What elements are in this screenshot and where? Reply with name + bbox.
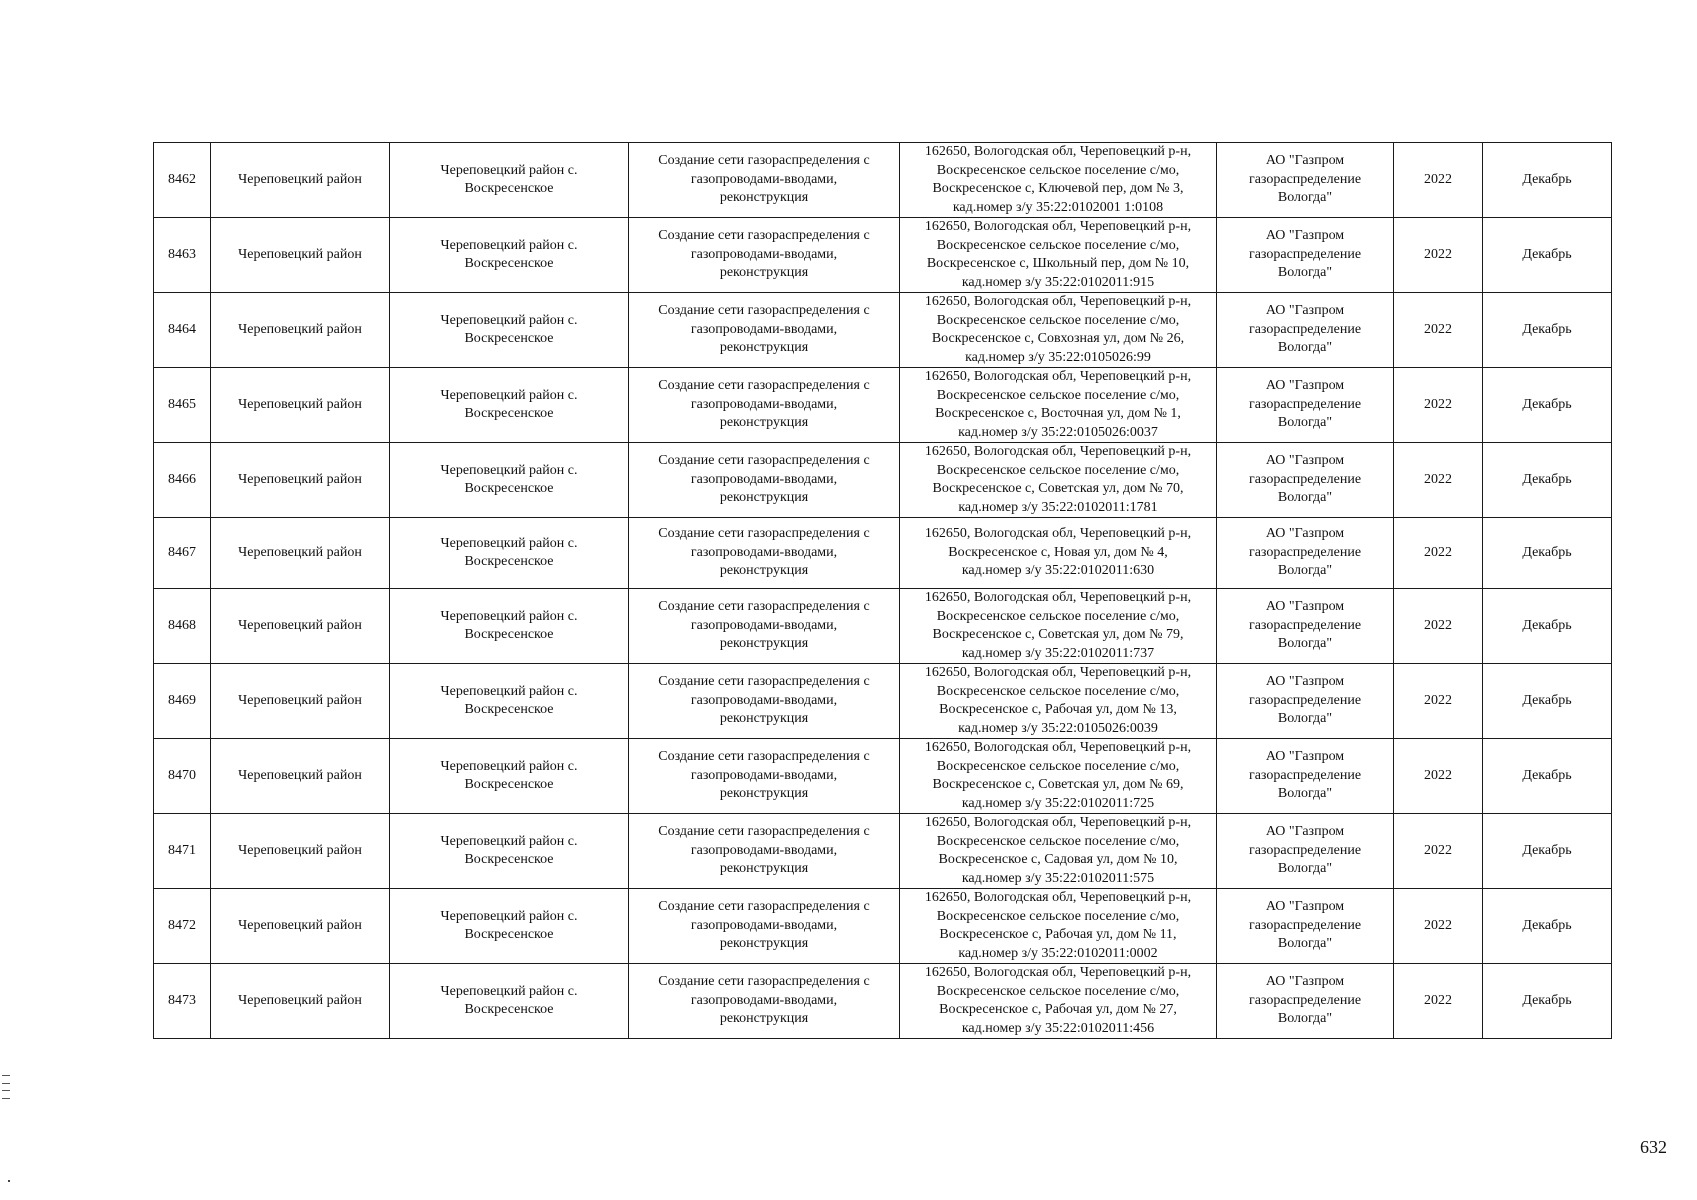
year-cell: 2022 <box>1394 218 1483 293</box>
work-type-line: газопроводами-вводами, <box>690 992 838 1008</box>
address-line: Воскресенское с, Рабочая ул, дом № 11, <box>939 927 1177 942</box>
organization-line: АО "Газпром <box>1265 899 1345 915</box>
address-line: 162650, Вологодская обл, Череповецкий р-н, <box>924 740 1192 755</box>
locality-line: Череповецкий район с. <box>440 908 578 924</box>
locality-cell <box>390 443 629 518</box>
organization-cell <box>1217 518 1394 589</box>
address-line: кад.номер з/у 35:22:0105026:0039 <box>958 720 1158 736</box>
table-row <box>154 143 1612 218</box>
work-type-cell <box>629 368 900 443</box>
work-type-line: Создание сети газораспределения с <box>658 899 870 915</box>
table-row <box>154 518 1612 589</box>
work-type-line: реконструкция <box>719 636 809 652</box>
address-cell <box>900 143 1217 218</box>
address-line: Воскресенское сельское поселение с/мо, <box>936 162 1180 178</box>
address-cell <box>900 589 1217 664</box>
organization-line: АО "Газпром <box>1265 674 1345 690</box>
table-row <box>154 739 1612 814</box>
address-line: Воскресенское сельское поселение с/мо, <box>936 758 1180 774</box>
row-number-cell: 8468 <box>154 589 211 664</box>
address-line: кад.номер з/у 35:22:0102011:630 <box>961 563 1155 579</box>
margin-scan-dot <box>8 1180 10 1182</box>
work-type-cell <box>629 293 900 368</box>
work-type-line: Создание сети газораспределения с <box>658 599 870 615</box>
address-line: Воскресенское сельское поселение с/мо, <box>936 608 1180 624</box>
work-type-line: Создание сети газораспределения с <box>658 674 870 690</box>
row-number-cell: 8471 <box>154 814 211 889</box>
locality-line: Воскресенское <box>464 331 554 346</box>
district-cell: Череповецкий район <box>211 443 390 518</box>
work-type-cell <box>629 143 900 218</box>
locality-line: Череповецкий район с. <box>440 162 578 178</box>
address-line: кад.номер з/у 35:22:0102011:1781 <box>958 499 1158 515</box>
address-cell <box>900 664 1217 739</box>
address-line: 162650, Вологодская обл, Череповецкий р-н, <box>924 144 1192 159</box>
organization-cell <box>1217 143 1394 218</box>
organization-line: газораспределение <box>1248 767 1362 783</box>
organization-line: Вологда" <box>1277 340 1333 356</box>
organization-line: АО "Газпром <box>1265 228 1345 244</box>
table-row <box>154 443 1612 518</box>
address-line: 162650, Вологодская обл, Череповецкий р-н, <box>924 526 1192 542</box>
district-cell: Череповецкий район <box>211 814 390 889</box>
district-cell: Череповецкий район <box>211 739 390 814</box>
table-row <box>154 368 1612 443</box>
locality-line: Череповецкий район с. <box>440 983 578 999</box>
address-line: 162650, Вологодская обл, Череповецкий р-н, <box>924 815 1192 830</box>
work-type-line: реконструкция <box>719 936 809 952</box>
address-cell <box>900 739 1217 814</box>
work-type-line: газопроводами-вводами, <box>690 917 838 933</box>
work-type-line: реконструкция <box>719 415 809 431</box>
address-line: Воскресенское сельское поселение с/мо, <box>936 312 1180 328</box>
organization-line: газораспределение <box>1248 171 1362 187</box>
work-type-cell <box>629 443 900 518</box>
locality-line: Воскресенское <box>464 554 554 569</box>
month-cell: Декабрь <box>1483 293 1612 368</box>
work-type-cell <box>629 889 900 964</box>
year-cell: 2022 <box>1394 368 1483 443</box>
address-line: 162650, Вологодская обл, Череповецкий р-н, <box>924 444 1192 459</box>
district-cell: Череповецкий район <box>211 293 390 368</box>
work-type-line: Создание сети газораспределения с <box>658 153 870 169</box>
year-cell: 2022 <box>1394 589 1483 664</box>
locality-cell <box>390 889 629 964</box>
organization-line: Вологда" <box>1277 415 1333 431</box>
year-cell: 2022 <box>1394 143 1483 218</box>
month-cell: Декабрь <box>1483 143 1612 218</box>
district-cell: Череповецкий район <box>211 518 390 589</box>
row-number-cell: 8466 <box>154 443 211 518</box>
organization-line: газораспределение <box>1248 471 1362 487</box>
organization-line: Вологда" <box>1277 861 1333 877</box>
address-line: Воскресенское сельское поселение с/мо, <box>936 983 1180 999</box>
page-number: 632 <box>1640 1137 1667 1157</box>
table-row <box>154 889 1612 964</box>
work-type-line: реконструкция <box>719 265 809 281</box>
organization-line: газораспределение <box>1248 617 1362 633</box>
month-cell: Декабрь <box>1483 814 1612 889</box>
address-line: кад.номер з/у 35:22:0102011:456 <box>961 1020 1155 1036</box>
locality-line: Череповецкий район с. <box>440 683 578 699</box>
locality-line: Воскресенское <box>464 702 554 717</box>
organization-line: газораспределение <box>1248 842 1362 858</box>
address-line: 162650, Вологодская обл, Череповецкий р-н, <box>924 294 1192 309</box>
address-line: Воскресенское сельское поселение с/мо, <box>936 462 1180 478</box>
address-line: Воскресенское с, Ключевой пер, дом № 3, <box>932 181 1184 196</box>
work-type-line: газопроводами-вводами, <box>690 471 838 487</box>
work-type-line: Создание сети газораспределения с <box>658 824 870 840</box>
address-line: Воскресенское с, Советская ул, дом № 69, <box>932 777 1184 792</box>
organization-line: Вологда" <box>1277 190 1333 206</box>
organization-line: АО "Газпром <box>1265 453 1345 469</box>
district-cell: Череповецкий район <box>211 589 390 664</box>
work-type-line: газопроводами-вводами, <box>690 171 838 187</box>
row-number-cell: 8464 <box>154 293 211 368</box>
address-line: Воскресенское с, Новая ул, дом № 4, <box>948 544 1168 560</box>
row-number-cell: 8467 <box>154 518 211 589</box>
district-cell: Череповецкий район <box>211 368 390 443</box>
address-cell <box>900 218 1217 293</box>
organization-line: Вологда" <box>1277 563 1333 579</box>
row-number-cell: 8472 <box>154 889 211 964</box>
district-cell: Череповецкий район <box>211 218 390 293</box>
locality-cell <box>390 814 629 889</box>
address-line: Воскресенское с, Восточная ул, дом № 1, <box>935 406 1181 421</box>
address-line: Воскресенское сельское поселение с/мо, <box>936 237 1180 253</box>
row-number-cell: 8473 <box>154 964 211 1039</box>
margin-scan-mark <box>2 1075 10 1099</box>
gasification-plan-table <box>153 142 1612 1039</box>
address-line: кад.номер з/у 35:22:0102001 1:0108 <box>952 199 1164 215</box>
year-cell: 2022 <box>1394 814 1483 889</box>
locality-line: Череповецкий район с. <box>440 833 578 849</box>
work-type-line: Создание сети газораспределения с <box>658 303 870 319</box>
locality-line: Череповецкий район с. <box>440 387 578 403</box>
table-row <box>154 293 1612 368</box>
locality-cell <box>390 143 629 218</box>
address-cell <box>900 889 1217 964</box>
address-line: Воскресенское с, Садовая ул, дом № 10, <box>938 852 1178 867</box>
month-cell: Декабрь <box>1483 518 1612 589</box>
address-cell <box>900 814 1217 889</box>
year-cell: 2022 <box>1394 664 1483 739</box>
district-cell: Череповецкий район <box>211 664 390 739</box>
locality-line: Череповецкий район с. <box>440 237 578 253</box>
address-line: Воскресенское сельское поселение с/мо, <box>936 908 1180 924</box>
work-type-line: газопроводами-вводами, <box>690 544 838 560</box>
address-line: Воскресенское сельское поселение с/мо, <box>936 387 1180 403</box>
work-type-cell <box>629 739 900 814</box>
address-line: кад.номер з/у 35:22:0102011:915 <box>961 274 1155 290</box>
address-line: кад.номер з/у 35:22:0105026:0037 <box>958 424 1158 440</box>
month-cell: Декабрь <box>1483 218 1612 293</box>
locality-line: Череповецкий район с. <box>440 462 578 478</box>
organization-cell <box>1217 218 1394 293</box>
organization-cell <box>1217 293 1394 368</box>
address-line: Воскресенское с, Школьный пер, дом № 10, <box>926 256 1190 271</box>
address-line: кад.номер з/у 35:22:0102011:725 <box>961 795 1155 811</box>
organization-line: АО "Газпром <box>1265 526 1345 542</box>
organization-cell <box>1217 368 1394 443</box>
work-type-line: реконструкция <box>719 861 809 877</box>
organization-line: газораспределение <box>1248 321 1362 337</box>
address-line: Воскресенское с, Рабочая ул, дом № 27, <box>939 1002 1177 1017</box>
work-type-line: газопроводами-вводами, <box>690 617 838 633</box>
organization-line: АО "Газпром <box>1265 599 1345 615</box>
address-line: Воскресенское с, Рабочая ул, дом № 13, <box>939 702 1177 717</box>
organization-line: Вологда" <box>1277 265 1333 281</box>
address-line: Воскресенское сельское поселение с/мо, <box>936 833 1180 849</box>
address-line: 162650, Вологодская обл, Череповецкий р-н, <box>924 590 1192 605</box>
locality-line: Воскресенское <box>464 481 554 496</box>
locality-cell <box>390 368 629 443</box>
row-number-cell: 8469 <box>154 664 211 739</box>
address-cell <box>900 368 1217 443</box>
organization-line: АО "Газпром <box>1265 974 1345 990</box>
table-row <box>154 814 1612 889</box>
work-type-cell <box>629 518 900 589</box>
work-type-line: реконструкция <box>719 1011 809 1027</box>
locality-cell <box>390 739 629 814</box>
address-line: Воскресенское сельское поселение с/мо, <box>936 683 1180 699</box>
locality-line: Воскресенское <box>464 627 554 642</box>
locality-line: Череповецкий район с. <box>440 535 578 551</box>
month-cell: Декабрь <box>1483 889 1612 964</box>
organization-cell <box>1217 664 1394 739</box>
address-line: Воскресенское с, Совхозная ул, дом № 26, <box>931 331 1185 346</box>
month-cell: Декабрь <box>1483 664 1612 739</box>
work-type-cell <box>629 964 900 1039</box>
address-line: кад.номер з/у 35:22:0102011:0002 <box>958 945 1158 961</box>
organization-line: Вологда" <box>1277 636 1333 652</box>
year-cell: 2022 <box>1394 293 1483 368</box>
work-type-cell <box>629 589 900 664</box>
organization-cell <box>1217 814 1394 889</box>
organization-line: Вологда" <box>1277 490 1333 506</box>
table-row <box>154 218 1612 293</box>
work-type-line: Создание сети газораспределения с <box>658 749 870 765</box>
organization-line: Вологда" <box>1277 786 1333 802</box>
table-row <box>154 664 1612 739</box>
locality-line: Воскресенское <box>464 181 554 196</box>
table-body <box>154 143 1612 1039</box>
locality-cell <box>390 518 629 589</box>
work-type-line: Создание сети газораспределения с <box>658 526 870 542</box>
organization-line: Вологда" <box>1277 1011 1333 1027</box>
organization-line: АО "Газпром <box>1265 749 1345 765</box>
work-type-cell <box>629 664 900 739</box>
month-cell: Декабрь <box>1483 739 1612 814</box>
address-cell <box>900 518 1217 589</box>
address-line: 162650, Вологодская обл, Череповецкий р-н, <box>924 219 1192 234</box>
locality-line: Воскресенское <box>464 256 554 271</box>
address-line: кад.номер з/у 35:22:0102011:575 <box>961 870 1155 886</box>
address-line: 162650, Вологодская обл, Череповецкий р-н, <box>924 890 1192 905</box>
organization-line: газораспределение <box>1248 992 1362 1008</box>
work-type-line: реконструкция <box>719 786 809 802</box>
work-type-cell <box>629 814 900 889</box>
address-cell <box>900 293 1217 368</box>
work-type-line: реконструкция <box>719 190 809 206</box>
locality-line: Череповецкий район с. <box>440 312 578 328</box>
month-cell: Декабрь <box>1483 368 1612 443</box>
month-cell: Декабрь <box>1483 964 1612 1039</box>
work-type-line: Создание сети газораспределения с <box>658 228 870 244</box>
organization-line: Вологда" <box>1277 936 1333 952</box>
district-cell: Череповецкий район <box>211 964 390 1039</box>
month-cell: Декабрь <box>1483 443 1612 518</box>
district-cell: Череповецкий район <box>211 889 390 964</box>
organization-cell <box>1217 964 1394 1039</box>
year-cell: 2022 <box>1394 889 1483 964</box>
locality-cell <box>390 664 629 739</box>
year-cell: 2022 <box>1394 964 1483 1039</box>
work-type-line: газопроводами-вводами, <box>690 396 838 412</box>
locality-cell <box>390 589 629 664</box>
address-line: 162650, Вологодская обл, Череповецкий р-н, <box>924 665 1192 680</box>
locality-cell <box>390 293 629 368</box>
work-type-line: газопроводами-вводами, <box>690 842 838 858</box>
work-type-line: реконструкция <box>719 490 809 506</box>
year-cell: 2022 <box>1394 518 1483 589</box>
work-type-line: Создание сети газораспределения с <box>658 974 870 990</box>
organization-line: Вологда" <box>1277 711 1333 727</box>
organization-cell <box>1217 443 1394 518</box>
work-type-line: реконструкция <box>719 711 809 727</box>
work-type-line: Создание сети газораспределения с <box>658 378 870 394</box>
work-type-cell <box>629 218 900 293</box>
work-type-line: газопроводами-вводами, <box>690 246 838 262</box>
locality-line: Череповецкий район с. <box>440 608 578 624</box>
locality-line: Воскресенское <box>464 1002 554 1017</box>
organization-line: газораспределение <box>1248 544 1362 560</box>
address-cell <box>900 964 1217 1039</box>
locality-cell <box>390 964 629 1039</box>
locality-cell <box>390 218 629 293</box>
year-cell: 2022 <box>1394 443 1483 518</box>
work-type-line: реконструкция <box>719 340 809 356</box>
locality-line: Череповецкий район с. <box>440 758 578 774</box>
row-number-cell: 8463 <box>154 218 211 293</box>
organization-cell <box>1217 739 1394 814</box>
locality-line: Воскресенское <box>464 777 554 792</box>
organization-line: АО "Газпром <box>1265 153 1345 169</box>
row-number-cell: 8462 <box>154 143 211 218</box>
address-line: кад.номер з/у 35:22:0105026:99 <box>965 349 1151 365</box>
organization-line: газораспределение <box>1248 917 1362 933</box>
organization-line: АО "Газпром <box>1265 303 1345 319</box>
work-type-line: Создание сети газораспределения с <box>658 453 870 469</box>
work-type-line: газопроводами-вводами, <box>690 321 838 337</box>
organization-line: газораспределение <box>1248 692 1362 708</box>
address-line: Воскресенское с, Советская ул, дом № 70, <box>932 481 1184 496</box>
locality-line: Воскресенское <box>464 927 554 942</box>
organization-line: АО "Газпром <box>1265 378 1345 394</box>
locality-line: Воскресенское <box>464 406 554 421</box>
district-cell: Череповецкий район <box>211 143 390 218</box>
address-cell <box>900 443 1217 518</box>
row-number-cell: 8465 <box>154 368 211 443</box>
year-cell: 2022 <box>1394 739 1483 814</box>
table-row <box>154 964 1612 1039</box>
work-type-line: газопроводами-вводами, <box>690 767 838 783</box>
month-cell: Декабрь <box>1483 589 1612 664</box>
organization-line: АО "Газпром <box>1265 824 1345 840</box>
address-line: 162650, Вологодская обл, Череповецкий р-н, <box>924 965 1192 980</box>
locality-line: Воскресенское <box>464 852 554 867</box>
organization-line: газораспределение <box>1248 396 1362 412</box>
address-line: 162650, Вологодская обл, Череповецкий р-н, <box>924 369 1192 384</box>
organization-cell <box>1217 589 1394 664</box>
address-line: Воскресенское с, Советская ул, дом № 79, <box>932 627 1184 642</box>
work-type-line: газопроводами-вводами, <box>690 692 838 708</box>
address-line: кад.номер з/у 35:22:0102011:737 <box>961 645 1155 661</box>
row-number-cell: 8470 <box>154 739 211 814</box>
table-row <box>154 589 1612 664</box>
work-type-line: реконструкция <box>719 563 809 579</box>
organization-line: газораспределение <box>1248 246 1362 262</box>
organization-cell <box>1217 889 1394 964</box>
